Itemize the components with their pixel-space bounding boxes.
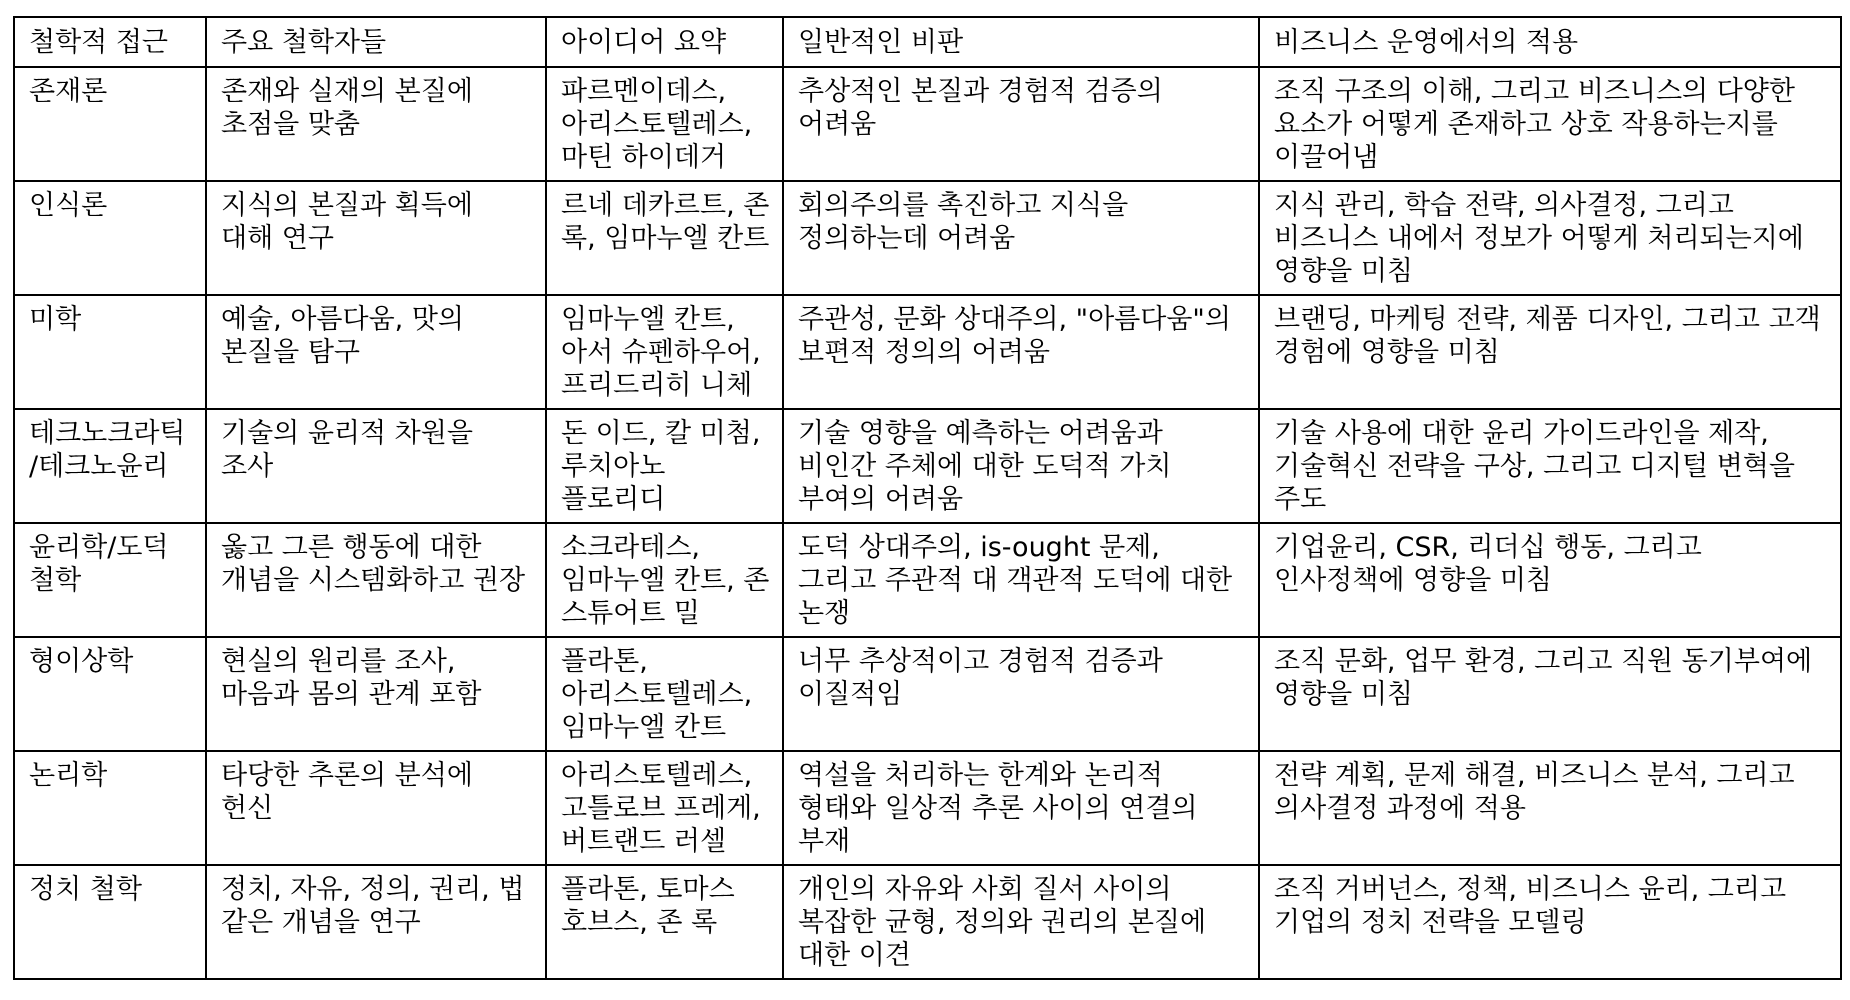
header-row [14,17,1841,67]
header-criticism: 일반적인 비판 [783,17,1259,67]
cell-approach: 논리학 [14,751,206,865]
table-row [14,637,1841,751]
table-row [14,865,1841,979]
cell-approach: 테크노크라틱/테크노윤리 [14,409,206,523]
table-row [14,523,1841,637]
cell-application: 기술 사용에 대한 윤리 가이드라인을 제작, 기술혁신 전략을 구상, 그리고 디지털 변혁을 주도 [1259,409,1841,523]
cell-philosophers: 지식의 본질과 획득에 대해 연구 [206,181,546,295]
table-row [14,181,1841,295]
cell-application: 지식 관리, 학습 전략, 의사결정, 그리고 비즈니스 내에서 정보가 어떻게 처리되는지에 영향을 미침 [1259,181,1841,295]
cell-summary: 플라톤, 토마스 호브스, 존 록 [546,865,783,979]
cell-summary: 아리스토텔레스, 고틀로브 프레게, 버트랜드 러셀 [546,751,783,865]
cell-summary: 돈 이드, 칼 미첨, 루치아노 플로리디 [546,409,783,523]
table-row [14,409,1841,523]
cell-summary: 임마누엘 칸트, 아서 슈펜하우어, 프리드리히 니체 [546,295,783,409]
cell-application: 조직 문화, 업무 환경, 그리고 직원 동기부여에 영향을 미침 [1259,637,1841,751]
cell-summary: 르네 데카르트, 존 록, 임마누엘 칸트 [546,181,783,295]
cell-philosophers: 존재와 실재의 본질에 초점을 맞춤 [206,67,546,181]
cell-criticism: 주관성, 문화 상대주의, "아름다움"의 보편적 정의의 어려움 [783,295,1259,409]
cell-summary: 파르멘이데스, 아리스토텔레스, 마틴 하이데거 [546,67,783,181]
cell-approach: 미학 [14,295,206,409]
cell-application: 기업윤리, CSR, 리더십 행동, 그리고 인사정책에 영향을 미침 [1259,523,1841,637]
cell-approach: 존재론 [14,67,206,181]
cell-application: 전략 계획, 문제 해결, 비즈니스 분석, 그리고 의사결정 과정에 적용 [1259,751,1841,865]
cell-application: 브랜딩, 마케팅 전략, 제품 디자인, 그리고 고객 경험에 영향을 미침 [1259,295,1841,409]
cell-criticism: 도덕 상대주의, is-ought 문제, 그리고 주관적 대 객관적 도덕에 대한 논쟁 [783,523,1259,637]
cell-application: 조직 거버넌스, 정책, 비즈니스 윤리, 그리고 기업의 정치 전략을 모델링 [1259,865,1841,979]
cell-approach: 정치 철학 [14,865,206,979]
table-row [14,295,1841,409]
table-row [14,67,1841,181]
cell-criticism: 역설을 처리하는 한계와 논리적 형태와 일상적 추론 사이의 연결의 부재 [783,751,1259,865]
header-application: 비즈니스 운영에서의 적용 [1259,17,1841,67]
cell-summary: 플라톤, 아리스토텔레스, 임마누엘 칸트 [546,637,783,751]
cell-approach: 윤리학/도덕 철학 [14,523,206,637]
philosophy-table-container [13,16,1840,980]
header-approach: 철학적 접근 [14,17,206,67]
cell-criticism: 회의주의를 촉진하고 지식을 정의하는데 어려움 [783,181,1259,295]
philosophy-business-table [13,16,1842,980]
cell-philosophers: 예술, 아름다움, 맛의 본질을 탐구 [206,295,546,409]
cell-philosophers: 현실의 원리를 조사, 마음과 몸의 관계 포함 [206,637,546,751]
cell-criticism: 기술 영향을 예측하는 어려움과 비인간 주체에 대한 도덕적 가치 부여의 어려움 [783,409,1259,523]
cell-approach: 인식론 [14,181,206,295]
cell-philosophers: 타당한 추론의 분석에 헌신 [206,751,546,865]
cell-application: 조직 구조의 이해, 그리고 비즈니스의 다양한 요소가 어떻게 존재하고 상호 작용하는지를 이끌어냄 [1259,67,1841,181]
cell-criticism: 너무 추상적이고 경험적 검증과 이질적임 [783,637,1259,751]
cell-criticism: 추상적인 본질과 경험적 검증의 어려움 [783,67,1259,181]
cell-philosophers: 옳고 그른 행동에 대한 개념을 시스템화하고 권장 [206,523,546,637]
cell-philosophers: 정치, 자유, 정의, 권리, 법 같은 개념을 연구 [206,865,546,979]
cell-philosophers: 기술의 윤리적 차원을 조사 [206,409,546,523]
header-philosophers: 주요 철학자들 [206,17,546,67]
cell-approach: 형이상학 [14,637,206,751]
cell-summary: 소크라테스, 임마누엘 칸트, 존 스튜어트 밀 [546,523,783,637]
cell-criticism: 개인의 자유와 사회 질서 사이의 복잡한 균형, 정의와 권리의 본질에 대한 이견 [783,865,1259,979]
header-summary: 아이디어 요약 [546,17,783,67]
table-row [14,751,1841,865]
